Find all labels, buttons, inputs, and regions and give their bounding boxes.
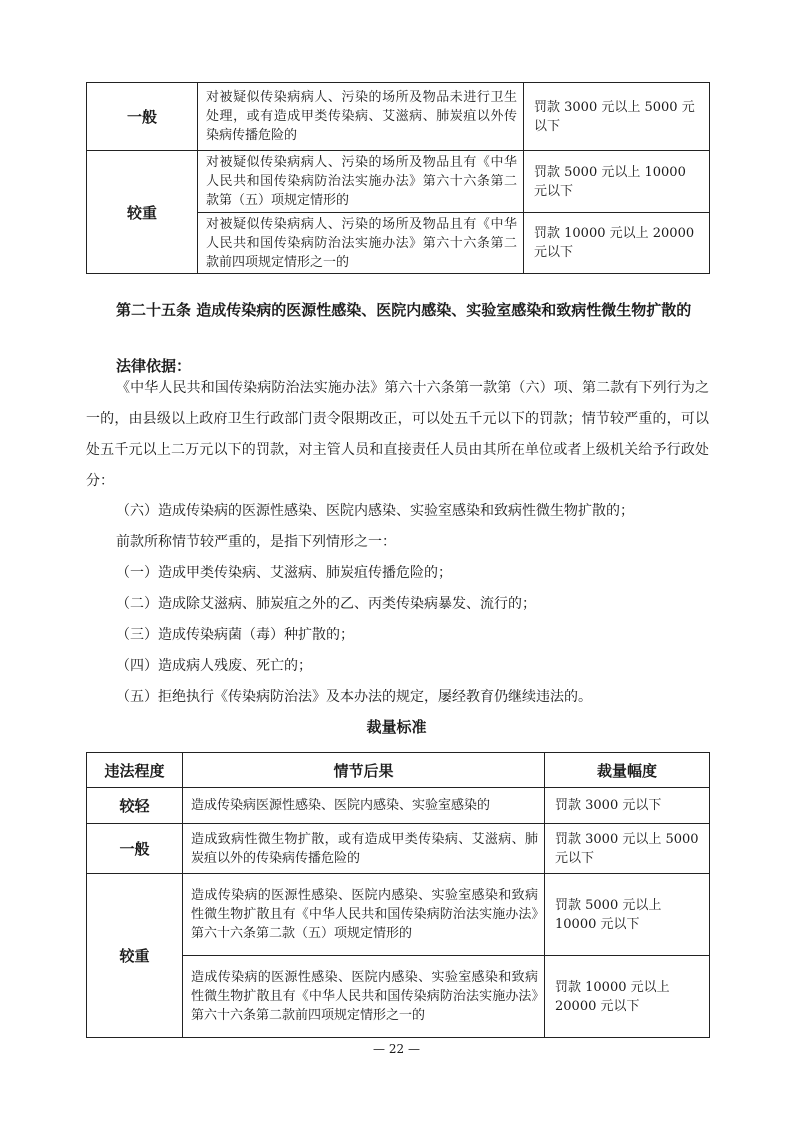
table-row (87, 824, 710, 874)
table-header-row (87, 753, 710, 788)
penalty-cell: 罚款 5000 元以上 10000 元以下 (545, 874, 710, 956)
legal-basis-paragraph: 《中华人民共和国传染病防治法实施办法》第六十六条第一款第（六）项、第二款有下列行为之一的，由县级以上政府卫生行政部门责令限期改正，可以处五千元以下的罚款；情节较严重的，可以处五千元以上二万元以下的罚款，对主管人员和直接责任人员由其所在单位或者上级机关给予行政处分： (86, 380, 709, 489)
condition-cell: 对被疑似传染病病人、污染的场所及物品且有《中华人民共和国传染病防治法实施办法》第六十六条第二款前四项规定情形之一的 (198, 213, 524, 274)
column-header: 情节后果 (183, 753, 545, 788)
clause-list-item: （五）拒绝执行《传染病防治法》及本办法的规定，屡经教育仍继续违法的。 (116, 689, 592, 705)
penalty-table-top (86, 82, 710, 274)
discretion-standard-table (86, 752, 710, 1038)
article-title: 第二十五条 造成传染病的医源性感染、医院内感染、实验室感染和致病性微生物扩散的 (116, 301, 692, 319)
legal-basis-label: 法律依据： (116, 357, 192, 375)
penalty-cell: 罚款 10000 元以上 20000 元以下 (524, 213, 710, 274)
penalty-cell: 罚款 3000 元以上 5000 元以下 (524, 83, 710, 151)
table-row (87, 874, 710, 956)
degree-cell: 较轻 (87, 788, 183, 824)
clause-list-item: （一）造成甲类传染病、艾滋病、肺炭疽传播危险的； (116, 565, 452, 581)
condition-cell: 造成传染病的医源性感染、医院内感染、实验室感染和致病性微生物扩散且有《中华人民共和国传染病防治法实施办法》第六十六条第二款（五）项规定情形的 (183, 874, 545, 956)
penalty-cell: 罚款 3000 元以下 (545, 788, 710, 824)
penalty-cell: 罚款 10000 元以上 20000 元以下 (545, 956, 710, 1038)
table-caption: 裁量标准 (366, 718, 427, 736)
degree-cell: 较重 (87, 151, 198, 274)
table-row (87, 83, 710, 151)
degree-cell: 一般 (87, 824, 183, 874)
condition-cell: 造成致病性微生物扩散，或有造成甲类传染病、艾滋病、肺炭疽以外的传染病传播危险的 (183, 824, 545, 874)
table-row (87, 788, 710, 824)
clause-list-item: （二）造成除艾滋病、肺炭疽之外的乙、丙类传染病暴发、流行的； (116, 596, 536, 612)
table-row (87, 151, 710, 213)
clause-item-6: （六）造成传染病的医源性感染、医院内感染、实验室感染和致病性微生物扩散的； (116, 503, 634, 519)
clause-list-item: （四）造成病人残废、死亡的； (116, 658, 312, 674)
clause-intro: 前款所称情节较严重的，是指下列情形之一： (116, 534, 396, 550)
condition-cell: 对被疑似传染病病人、污染的场所及物品且有《中华人民共和国传染病防治法实施办法》第六十六条第二款第（五）项规定情形的 (198, 151, 524, 213)
condition-cell: 造成传染病医源性感染、医院内感染、实验室感染的 (183, 788, 545, 824)
clause-list-item: （三）造成传染病菌（毒）种扩散的； (116, 627, 354, 643)
column-header: 裁量幅度 (545, 753, 710, 788)
degree-cell: 较重 (87, 874, 183, 1038)
penalty-cell: 罚款 3000 元以上 5000 元以下 (545, 824, 710, 874)
penalty-cell: 罚款 5000 元以上 10000 元以下 (524, 151, 710, 213)
degree-cell: 一般 (87, 83, 198, 151)
column-header: 违法程度 (87, 753, 183, 788)
page-number: — 22 — (373, 1042, 420, 1056)
condition-cell: 对被疑似传染病病人、污染的场所及物品未进行卫生处理，或有造成甲类传染病、艾滋病、肺炭疽以外传染病传播危险的 (198, 83, 524, 151)
condition-cell: 造成传染病的医源性感染、医院内感染、实验室感染和致病性微生物扩散且有《中华人民共和国传染病防治法实施办法》第六十六条第二款前四项规定情形之一的 (183, 956, 545, 1038)
